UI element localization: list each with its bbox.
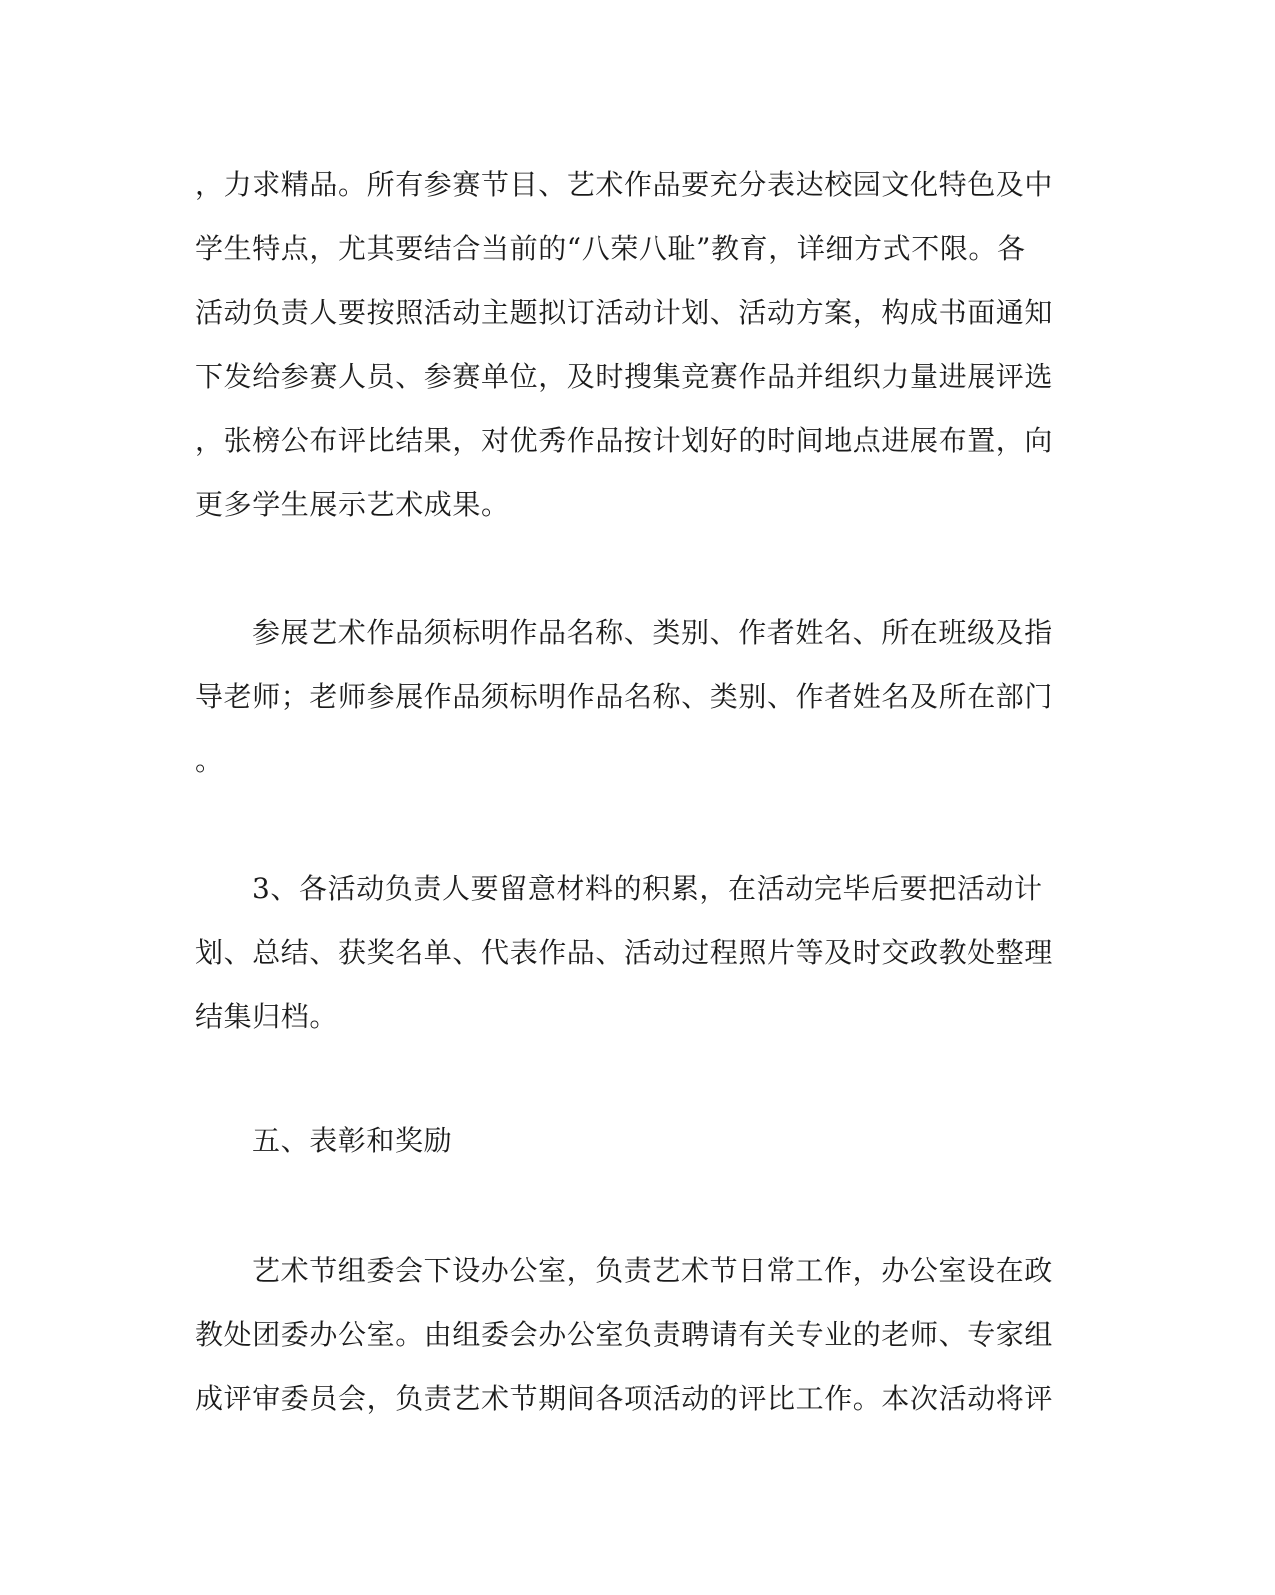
text-line: 活动负责人要按照活动主题拟订活动计划、活动方案，构成书面通知 (195, 296, 1054, 329)
text-line: 结集归档。 (195, 1000, 339, 1033)
text-line: 参展艺术作品须标明作品名称、类别、作者姓名、所在班级及指 (252, 616, 1053, 649)
text-line: 成评审委员会，负责艺术节期间各项活动的评比工作。本次活动将评 (195, 1382, 1054, 1415)
text-line: 下发给参赛人员、参赛单位，及时搜集竞赛作品并组织力量进展评选 (195, 360, 1054, 393)
text-line: 。 (195, 744, 224, 777)
text-line: 更多学生展示艺术成果。 (195, 488, 510, 521)
text-line: 划、总结、获奖名单、代表作品、活动过程照片等及时交政教处整理 (195, 936, 1054, 969)
text-line: 学生特点，尤其要结合当前的“八荣八耻”教育，详细方式不限。各 (195, 232, 1026, 265)
text-line: 艺术节组委会下设办公室，负责艺术节日常工作，办公室设在政 (252, 1254, 1053, 1287)
section-heading: 五、表彰和奖励 (252, 1124, 453, 1157)
text-line: 3、各活动负责人要留意材料的积累，在活动完毕后要把活动计 (252, 872, 1043, 905)
text-line: 导老师；老师参展作品须标明作品名称、类别、作者姓名及所在部门 (195, 680, 1054, 713)
text-line: ，力求精品。所有参赛节目、艺术作品要充分表达校园文化特色及中 (195, 168, 1054, 201)
text-line: ，张榜公布评比结果，对优秀作品按计划好的时间地点进展布置，向 (195, 424, 1054, 457)
text-line: 教处团委办公室。由组委会办公室负责聘请有关专业的老师、专家组 (195, 1318, 1054, 1351)
